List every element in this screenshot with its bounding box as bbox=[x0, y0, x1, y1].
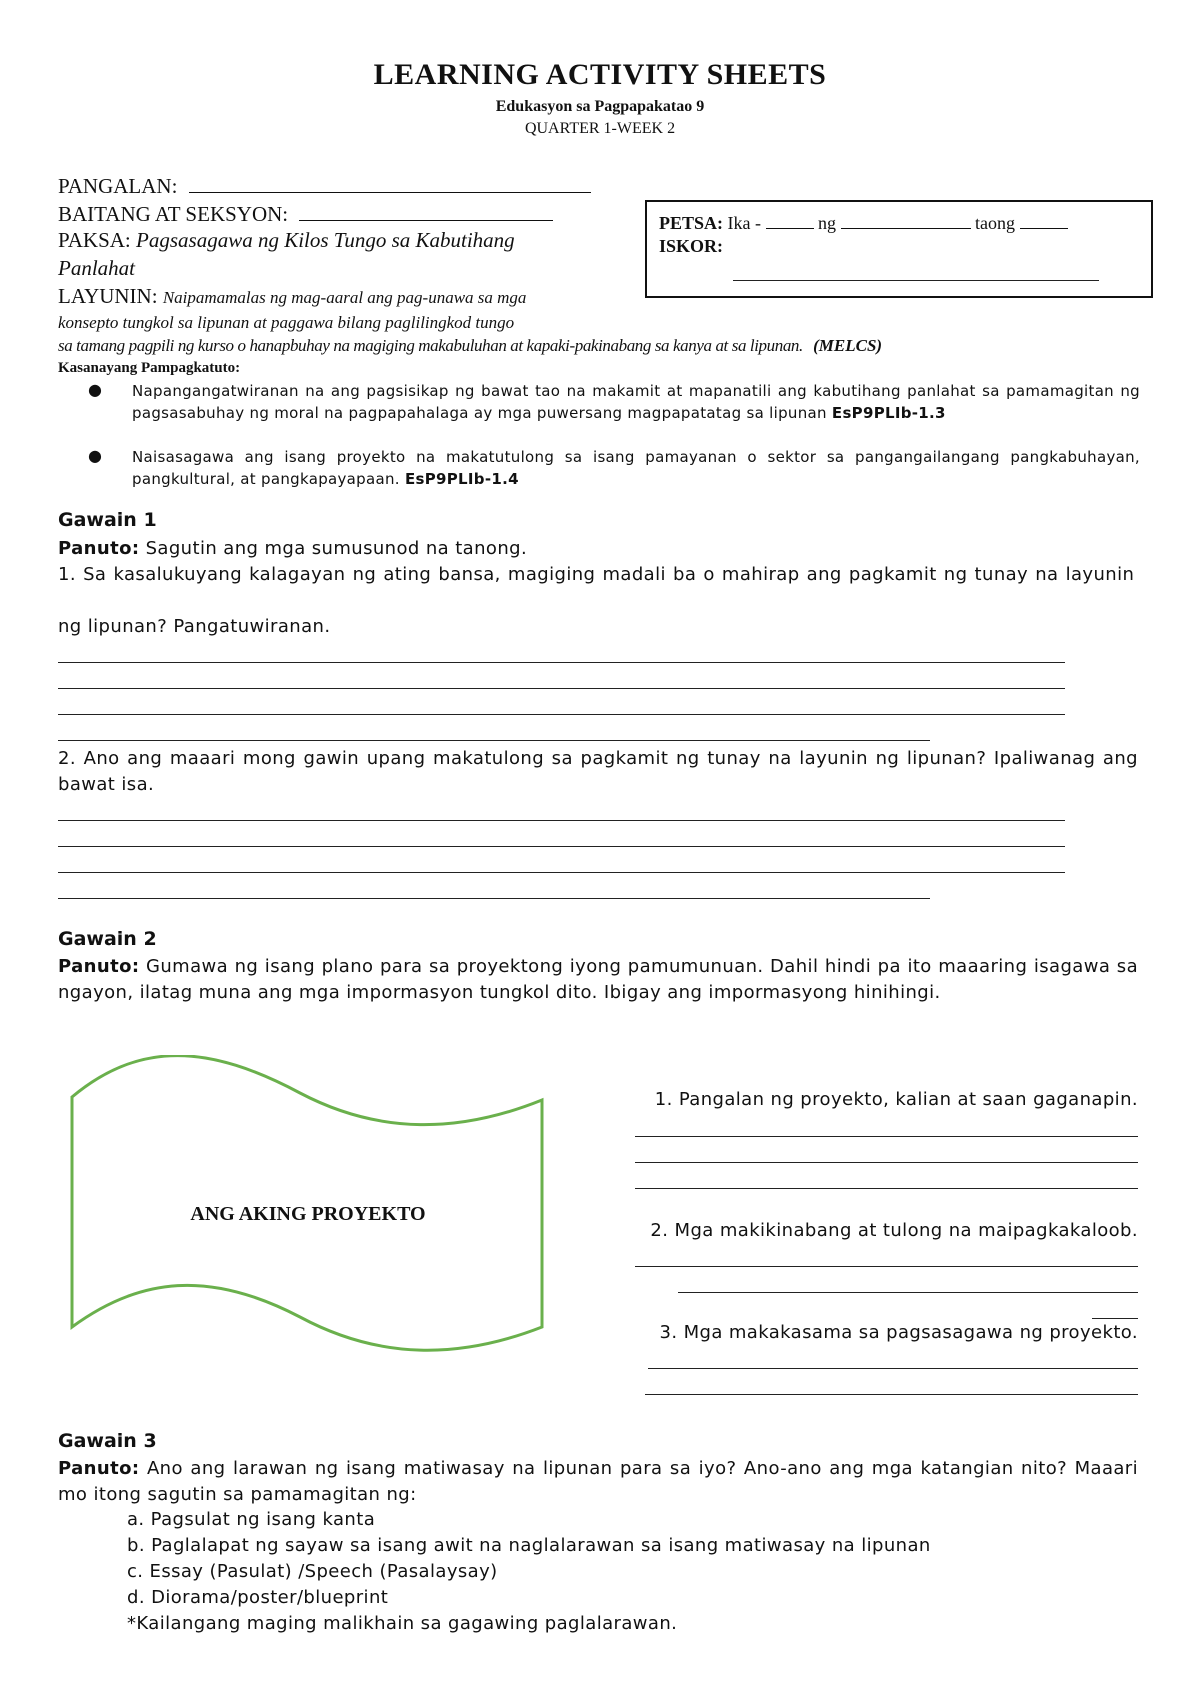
gawain3-option-d: d. Diorama/poster/blueprint bbox=[127, 1587, 389, 1608]
gawain1-q1-cont: ng lipunan? Pangatuwiranan. bbox=[58, 616, 331, 637]
answer-line[interactable] bbox=[635, 1188, 1138, 1189]
pangalan-field[interactable] bbox=[189, 172, 591, 193]
gawain1-panuto-label: Panuto: bbox=[58, 538, 140, 559]
gawain3-heading: Gawain 3 bbox=[58, 1430, 157, 1452]
gawain1-heading: Gawain 1 bbox=[58, 509, 157, 531]
layunin-text-3: sa tamang pagpili ng kurso o hanapbuhay na magiging makabuluhan at kapaki-pakinabang sa kanya at sa lipunan. bbox=[58, 336, 803, 355]
document-title: LEARNING ACTIVITY SHEETS bbox=[373, 58, 827, 91]
answer-line[interactable] bbox=[58, 714, 1065, 715]
answer-line[interactable] bbox=[648, 1368, 1138, 1369]
layunin-text-2: konsepto tungkol sa lipunan at paggawa bilang paglilingkod tungo bbox=[58, 313, 515, 332]
answer-line[interactable] bbox=[635, 1136, 1138, 1137]
paksa-text-2: Panlahat bbox=[58, 256, 135, 280]
project-banner bbox=[60, 1055, 555, 1373]
quarter-label: QUARTER 1-WEEK 2 bbox=[524, 120, 676, 137]
gawain3-option-c: c. Essay (Pasulat) /Speech (Pasalaysay) bbox=[127, 1561, 498, 1582]
gawain3-option-a: a. Pagsulat ng isang kanta bbox=[127, 1509, 376, 1530]
gawain1-q1: 1. Sa kasalukuyang kalagayan ng ating bansa, magiging madali ba o mahirap ang pagkamit ng tunay na layunin bbox=[58, 564, 1135, 585]
layunin-row bbox=[58, 284, 526, 309]
kasanayan-code-2: EsP9PLIb-1.4 bbox=[404, 470, 519, 488]
gawain1-panuto bbox=[58, 536, 1138, 562]
gawain2-item3: 3. Mga makakasama sa pagsasagawa ng proyekto. bbox=[659, 1322, 1138, 1343]
answer-line[interactable] bbox=[58, 846, 1065, 847]
banner-title: ANG AKING PROYEKTO bbox=[190, 1203, 426, 1225]
bullet-icon: ● bbox=[88, 446, 103, 465]
paksa-label: PAKSA: bbox=[58, 228, 131, 252]
baitang-label: BAITANG AT SEKSYON: bbox=[58, 202, 289, 226]
gawain3-panuto-label: Panuto: bbox=[58, 1458, 140, 1479]
layunin-label: LAYUNIN: bbox=[58, 284, 158, 308]
gawain3-panuto bbox=[58, 1456, 1138, 1508]
taong-label: taong bbox=[975, 213, 1015, 233]
answer-line[interactable] bbox=[635, 1162, 1138, 1163]
kasanayan-text-1: Napangangatwiranan na ang pagsisikap ng bawat tao na makamit at mapanatili ang kabutihang panlahat sa pamamagitan ng pagsasabuhay ng moral na pagpapahalaga ay mga puwersang magpapatatag sa lipunan bbox=[132, 382, 1140, 422]
answer-line[interactable] bbox=[1092, 1318, 1138, 1319]
subject-label: Edukasyon sa Pagpapakatao 9 bbox=[495, 98, 705, 115]
petsa-iskor-box bbox=[645, 200, 1153, 298]
kasanayan-item-1 bbox=[90, 380, 1140, 424]
paksa-text-1: Pagsasagawa ng Kilos Tungo sa Kabutihang bbox=[136, 228, 515, 252]
iskor-field[interactable] bbox=[733, 280, 1099, 281]
taong-field[interactable] bbox=[1020, 212, 1068, 229]
ng-label: ng bbox=[818, 213, 836, 233]
answer-line[interactable] bbox=[635, 1266, 1138, 1267]
answer-line[interactable] bbox=[58, 662, 1065, 663]
paksa-block bbox=[58, 228, 638, 253]
melcs-label: (MELCS) bbox=[813, 336, 883, 355]
kasanayan-text-2: Naisasagawa ang isang proyekto na makatutulong sa isang pamayanan o sektor sa pangangailangang pangkabuhayan, pangkultural, at pangkapayapaan. bbox=[132, 448, 1140, 488]
gawain3-panuto-text: Ano ang larawan ng isang matiwasay na lipunan para sa iyo? Ano-ano ang mga katangian nito? Maaari mo itong sagutin sa pamamagitan ng: bbox=[58, 1458, 1139, 1505]
kasanayan-item-2 bbox=[90, 446, 1140, 490]
answer-line[interactable] bbox=[645, 1394, 1138, 1395]
petsa-row bbox=[659, 212, 1068, 234]
ika-field[interactable] bbox=[766, 212, 814, 229]
gawain2-panuto-text: Gumawa ng isang plano para sa proyektong iyong pamumunuan. Dahil hindi pa ito maaaring isagawa sa ngayon, ilatag muna ang mga impormasyon tungkol dito. Ibigay ang impormasyong hinihingi. bbox=[58, 956, 1139, 1003]
gawain1-q2: 2. Ano ang maaari mong gawin upang makatulong sa pagkamit ng tunay na layunin ng lipunan? Ipaliwanag ang bawat isa. bbox=[58, 748, 1138, 795]
gawain2-panuto-label: Panuto: bbox=[58, 956, 140, 977]
gawain1-panuto-text: Sagutin ang mga sumusunod na tanong. bbox=[145, 538, 528, 559]
gawain2-heading: Gawain 2 bbox=[58, 928, 157, 950]
baitang-row bbox=[58, 200, 553, 227]
kasanayan-code-1: EsP9PLIb-1.3 bbox=[831, 404, 946, 422]
answer-line[interactable] bbox=[58, 688, 1065, 689]
gawain2-item1: 1. Pangalan ng proyekto, kalian at saan gaganapin. bbox=[654, 1089, 1138, 1110]
gawain3-note: *Kailangang maging malikhain sa gagawing paglalarawan. bbox=[127, 1613, 678, 1634]
pangalan-label: PANGALAN: bbox=[58, 174, 178, 198]
answer-line[interactable] bbox=[58, 820, 1065, 821]
gawain2-item2: 2. Mga makikinabang at tulong na maipagkakaloob. bbox=[650, 1220, 1138, 1241]
baitang-field[interactable] bbox=[299, 200, 553, 221]
layunin-text-1: Naipamamalas ng mag-aaral ang pag-unawa sa mga bbox=[162, 288, 527, 307]
layunin-row-3 bbox=[58, 336, 882, 356]
answer-line[interactable] bbox=[58, 740, 930, 741]
gawain2-panuto bbox=[58, 954, 1138, 1006]
answer-line[interactable] bbox=[58, 898, 930, 899]
petsa-label: PETSA: bbox=[659, 213, 724, 233]
gawain3-option-b: b. Paglalapat ng sayaw sa isang awit na naglalarawan sa isang matiwasay na lipunan bbox=[127, 1535, 931, 1556]
ng-field[interactable] bbox=[841, 212, 971, 229]
bullet-icon: ● bbox=[88, 380, 103, 399]
iskor-label: ISKOR: bbox=[659, 236, 724, 256]
answer-line[interactable] bbox=[678, 1292, 1138, 1293]
answer-line[interactable] bbox=[58, 872, 1065, 873]
pangalan-row bbox=[58, 172, 591, 199]
ika-label: Ika - bbox=[727, 213, 761, 233]
kasanayan-heading: Kasanayang Pampagkatuto: bbox=[58, 360, 241, 376]
